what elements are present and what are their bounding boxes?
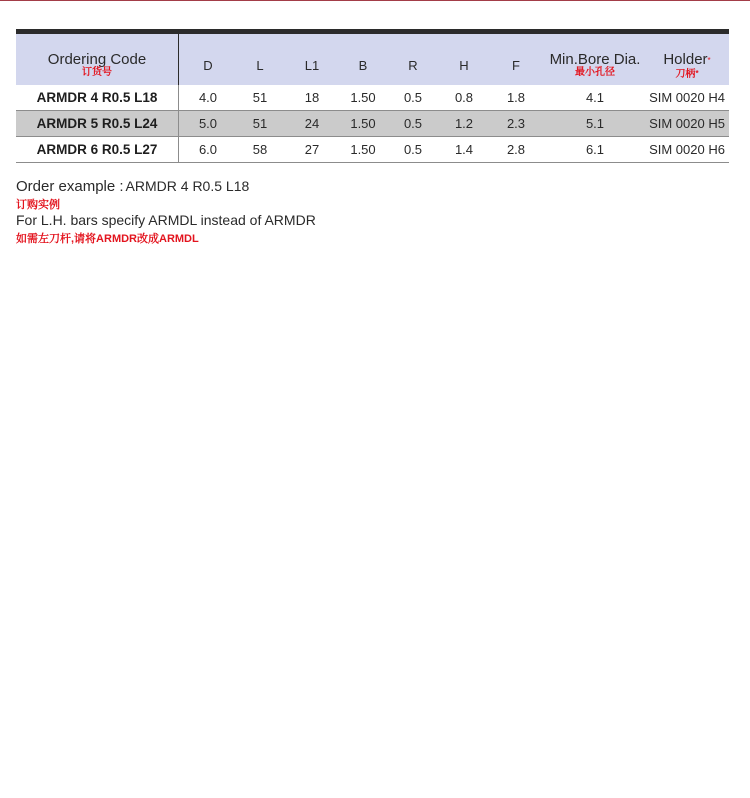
cell-H: 0.8: [454, 90, 474, 105]
header-F-label: F: [512, 58, 520, 73]
spec-table: [16, 29, 729, 163]
table-row: [16, 85, 729, 111]
lh-bar-note: For L.H. bars specify ARMDL instead of ARMDR: [16, 212, 316, 228]
header-holder-cn: [642, 68, 732, 80]
header-holder-label: Holder: [663, 51, 708, 68]
order-example-line: [16, 178, 249, 195]
cell-L: 51: [252, 90, 268, 105]
header-min-bore-cn: 最小孔径: [575, 67, 615, 78]
cell-D: 5.0: [198, 116, 218, 131]
header-H: [438, 34, 490, 85]
cell-holder: SIM 0020 H5: [649, 116, 725, 131]
table-row: [16, 137, 729, 163]
header-L-label: L: [256, 58, 264, 73]
header-B: [338, 34, 388, 85]
header-L: [234, 34, 286, 85]
header-ordering-code-cn: 订货号: [82, 67, 112, 78]
row-divider: [178, 111, 179, 136]
header-holder-cn-label: 刀柄: [675, 69, 696, 80]
cell-B: 1.50: [350, 90, 376, 105]
header-ordering-code: [16, 34, 178, 85]
header-D: [182, 34, 234, 85]
header-H-label: H: [459, 58, 469, 73]
header-D-label: D: [203, 58, 213, 73]
cell-code: ARMDR 4 R0.5 L18: [36, 90, 158, 105]
cell-L1: 18: [304, 90, 320, 105]
top-divider-line: [0, 0, 750, 1]
lh-bar-note-cn: 如需左刀杆,请将ARMDR改成ARMDL: [16, 233, 199, 245]
cell-R: 0.5: [403, 116, 423, 131]
header-L1: [286, 34, 338, 85]
header-holder: [642, 34, 732, 85]
header-ordering-code-en: Ordering Code: [47, 51, 147, 68]
header-min-bore-en: Min.Bore Dia.: [549, 51, 641, 68]
cell-F: 2.3: [506, 116, 526, 131]
cell-D: 4.0: [198, 90, 218, 105]
cell-F: 2.8: [506, 142, 526, 157]
cell-L1: 27: [304, 142, 320, 157]
cell-L1: 24: [304, 116, 320, 131]
order-example-cn: 订购实例: [16, 199, 60, 211]
header-min-bore: [542, 34, 648, 85]
table-row: [16, 111, 729, 137]
header-R: [388, 34, 438, 85]
row-divider: [178, 85, 179, 110]
cell-B: 1.50: [350, 116, 376, 131]
cell-holder: SIM 0020 H6: [649, 142, 725, 157]
cell-min-bore: 4.1: [585, 90, 605, 105]
cell-R: 0.5: [403, 90, 423, 105]
header-B-label: B: [358, 58, 368, 73]
cell-L: 51: [252, 116, 268, 131]
order-example-label: Order example :: [16, 178, 124, 195]
cell-code: ARMDR 5 R0.5 L24: [36, 116, 158, 131]
header-holder-en: [642, 52, 732, 68]
header-L1-label: L1: [304, 58, 320, 73]
cell-F: 1.8: [506, 90, 526, 105]
header-F: [490, 34, 542, 85]
cell-H: 1.2: [454, 116, 474, 131]
cell-L: 58: [252, 142, 268, 157]
header-holder-star: *: [707, 56, 711, 65]
cell-min-bore: 5.1: [585, 116, 605, 131]
table-header-row: [16, 34, 729, 85]
order-example-value: ARMDR 4 R0.5 L18: [125, 178, 250, 194]
header-holder-cn-star: *: [695, 69, 699, 78]
cell-code: ARMDR 6 R0.5 L27: [36, 142, 158, 157]
cell-R: 0.5: [403, 142, 423, 157]
header-divider: [178, 34, 179, 85]
cell-D: 6.0: [198, 142, 218, 157]
cell-min-bore: 6.1: [585, 142, 605, 157]
cell-H: 1.4: [454, 142, 474, 157]
cell-holder: SIM 0020 H4: [649, 90, 725, 105]
cell-B: 1.50: [350, 142, 376, 157]
row-divider: [178, 137, 179, 162]
header-R-label: R: [408, 58, 418, 73]
